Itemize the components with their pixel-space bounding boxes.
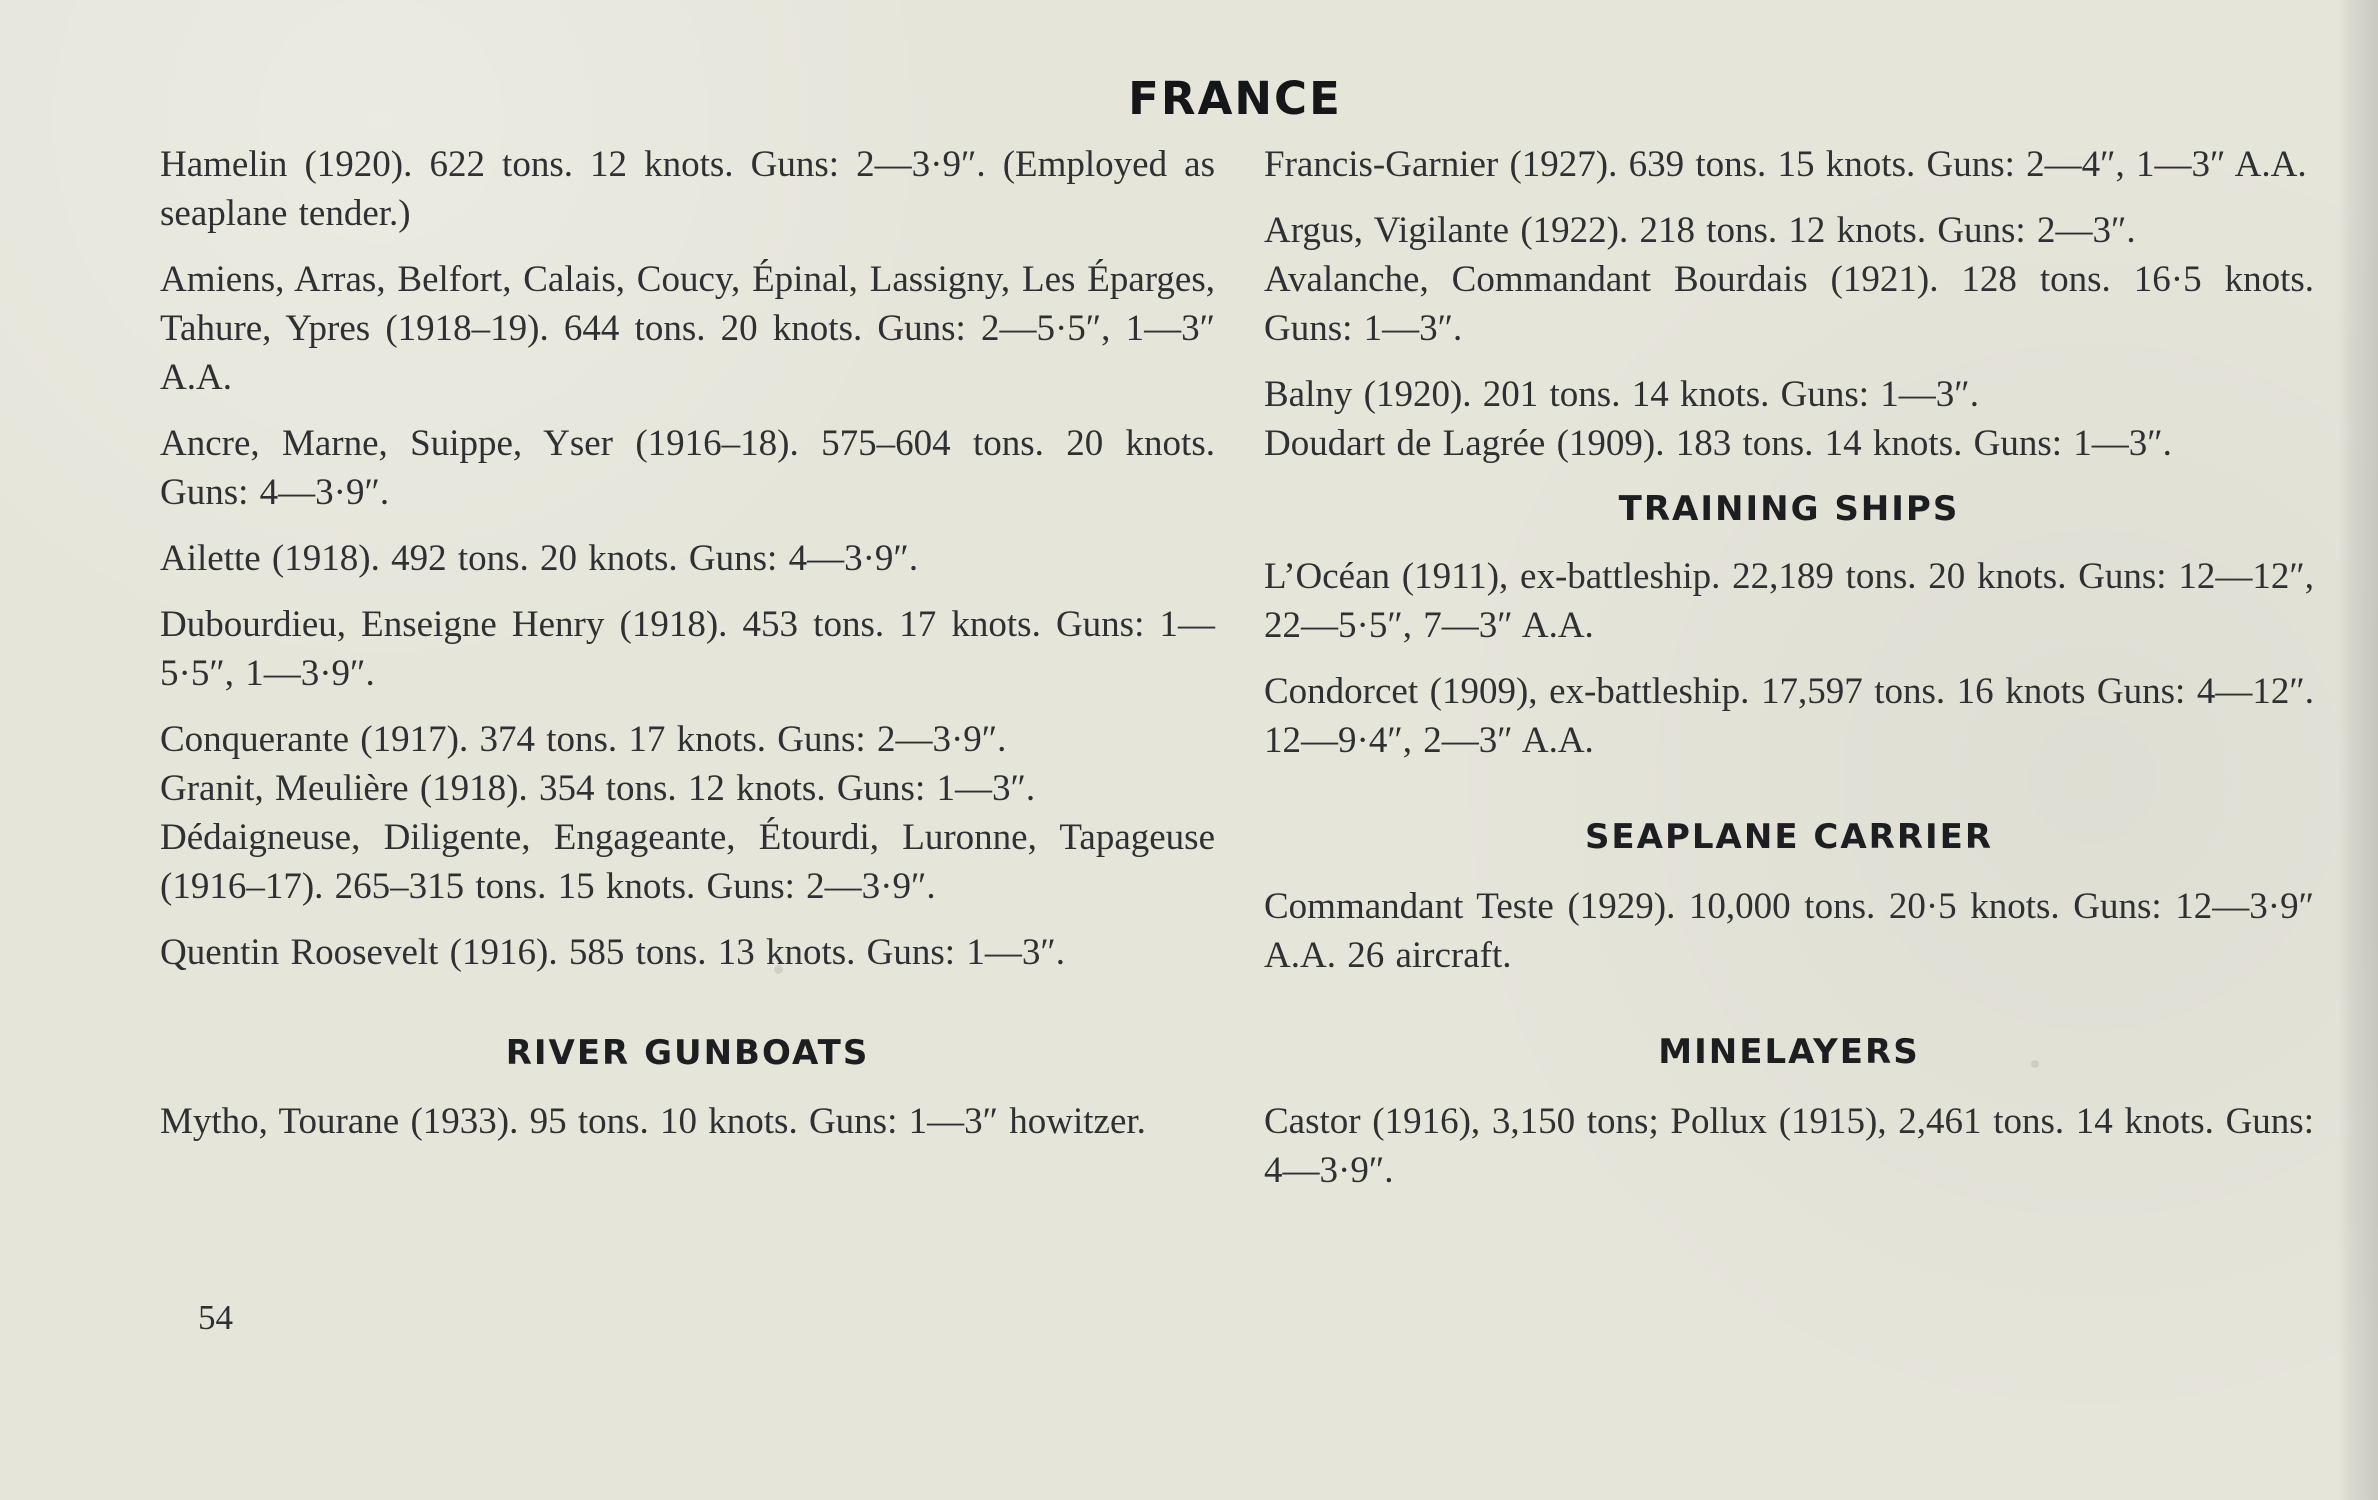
- left-column: [160, 140, 1215, 1163]
- ship-entry: Granit, Meulière (1918). 354 tons. 12 knots. Guns: 1—3″.: [160, 768, 1036, 809]
- ship-entry: Ailette (1918). 492 tons. 20 knots. Guns: 4—3·9″.: [160, 538, 919, 579]
- ship-entry: Quentin Roosevelt (1916). 585 tons. 13 knots. Guns: 1—3″.: [160, 932, 1065, 973]
- page-edge-shadow: [2338, 0, 2378, 1500]
- ship-entry: Argus, Vigilante (1922). 218 tons. 12 knots. Guns: 2—3″.: [1264, 210, 2136, 251]
- ship-entry: Hamelin (1920). 622 tons. 12 knots. Guns: 2—3·9″. (Employed as seaplane tender.): [160, 144, 1215, 234]
- ship-entry: Dubourdieu, Enseigne Henry (1918). 453 tons. 17 knots. Guns: 1—5·5″, 1—3·9″.: [160, 604, 1215, 694]
- section-title-seaplane-carrier: SEAPLANE CARRIER: [1584, 817, 1994, 857]
- page-number: 54: [198, 1298, 233, 1337]
- ship-entry: Ancre, Marne, Suippe, Yser (1916–18). 575–604 tons. 20 knots. Guns: 4—3·9″.: [160, 423, 1215, 513]
- ship-entry: Castor (1916), 3,150 tons; Pollux (1915), 2,461 tons. 14 knots. Guns: 4—3·9″.: [1264, 1101, 2314, 1191]
- right-column: [1264, 140, 2314, 1212]
- ship-entry: Doudart de Lagrée (1909). 183 tons. 14 knots. Guns: 1—3″.: [1264, 423, 2172, 464]
- ship-entry: Dédaigneuse, Diligente, Engageante, Étourdi, Luronne, Tapageuse (1916–17). 265–315 tons. 15 knots. Guns: 2—3·9″.: [160, 817, 1215, 907]
- section-title-river-gunboats: RIVER GUNBOATS: [505, 1033, 870, 1073]
- ship-entry: Mytho, Tourane (1933). 95 tons. 10 knots. Guns: 1—3″ howitzer.: [160, 1101, 1146, 1142]
- section-title-minelayers: MINELAYERS: [1658, 1032, 1920, 1072]
- ship-entry: Amiens, Arras, Belfort, Calais, Coucy, Épinal, Lassigny, Les Éparges, Tahure, Ypres (1918–19). 644 tons. 20 knots. Guns: 2—5·5″, 1—3″ A.A.: [160, 259, 1215, 398]
- page-title: FRANCE: [1128, 72, 1342, 125]
- ship-entry: Balny (1920). 201 tons. 14 knots. Guns: 1—3″.: [1264, 374, 1979, 415]
- ship-entry: Francis-Garnier (1927). 639 tons. 15 knots. Guns: 2—4″, 1—3″ A.A.: [1264, 144, 2307, 185]
- section-title-training-ships: TRAINING SHIPS: [1618, 489, 1960, 529]
- ship-entry: L’Océan (1911), ex-battleship. 22,189 tons. 20 knots. Guns: 12—12″, 22—5·5″, 7—3″ A.A.: [1264, 556, 2314, 646]
- ship-entry: Avalanche, Commandant Bourdais (1921). 128 tons. 16·5 knots. Guns: 1—3″.: [1264, 259, 2314, 349]
- ship-entry: Conquerante (1917). 374 tons. 17 knots. Guns: 2—3·9″.: [160, 719, 1007, 760]
- ship-entry: Commandant Teste (1929). 10,000 tons. 20·5 knots. Guns: 12—3·9″ A.A. 26 aircraft.: [1264, 886, 2314, 976]
- ship-entry: Condorcet (1909), ex-battleship. 17,597 tons. 16 knots Guns: 4—12″. 12—9·4″, 2—3″ A.A.: [1264, 671, 2314, 761]
